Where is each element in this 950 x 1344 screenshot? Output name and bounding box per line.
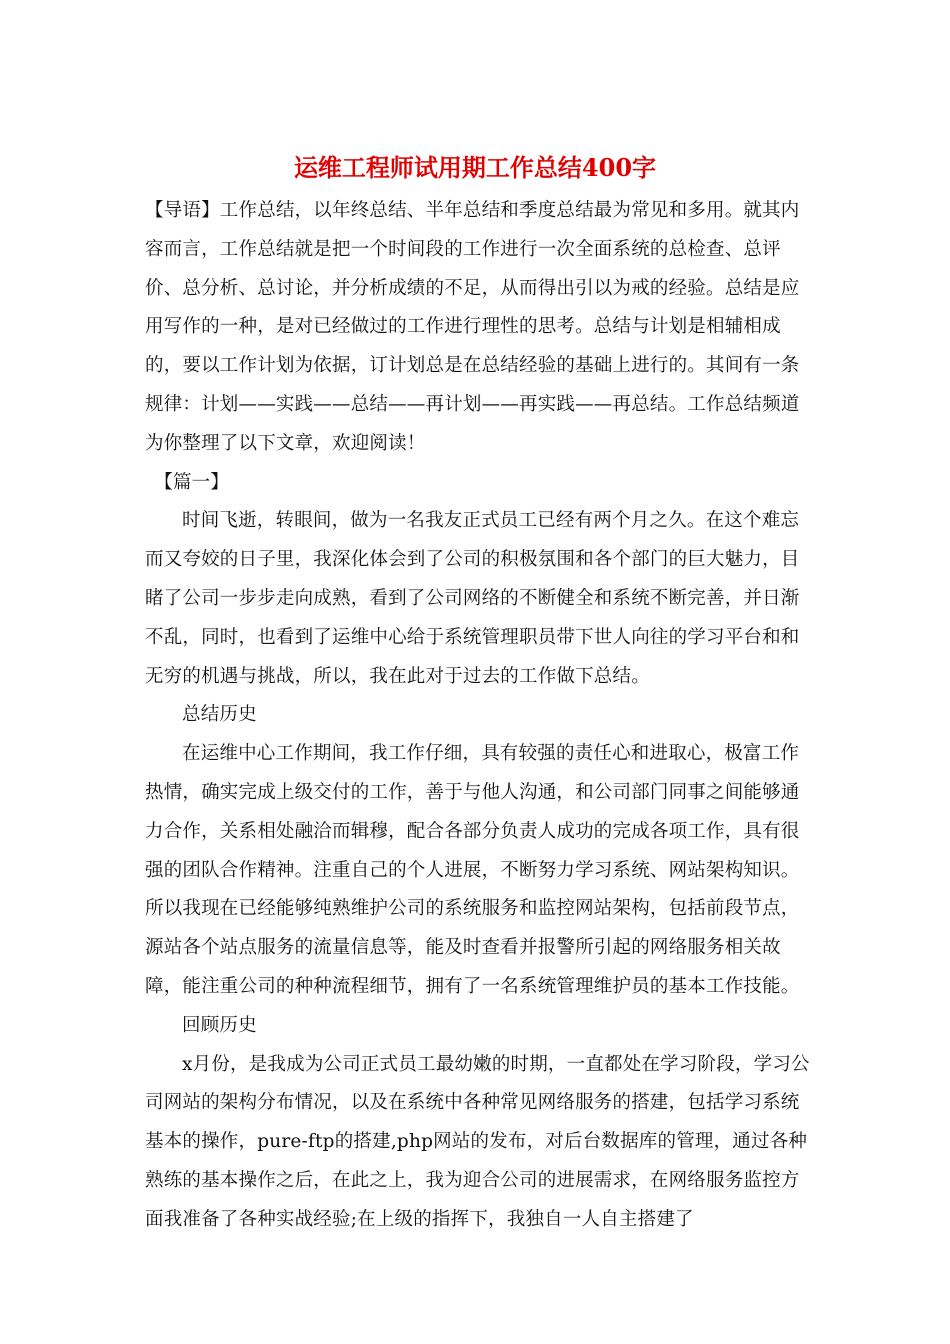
- document-body: [145, 192, 810, 1240]
- intro-paragraph: 【导语】工作总结，以年终总结、半年总结和季度总结最为常见和多用。就其内容而言，工作总结就是把一个时间段的工作进行一次全面系统的总检查、总评价、总分析、总讨论，并分析成绩的不足，从而得出引以为戒的经验。总结是应用写作的一种，是对已经做过的工作进行理性的思考。总结与计划是相辅相成的，要以工作计划为依据，订计划总是在总结经验的基础上进行的。其间有一条规律：计划——实践——总结——再计划——再实践——再总结。工作总结频道为你整理了以下文章，欢迎阅读！: [145, 200, 800, 454]
- paragraph-1: 时间飞逝，转眼间，做为一名我友正式员工已经有两个月之久。在这个难忘而又夸姣的日子里，我深化体会到了公司的积极氛围和各个部门的巨大魅力，目睹了公司一步步走向成熟，看到了公司网络的不断健全和系统不断完善，并日渐不乱，同时，也看到了运维中心给于系统管理职员带下世人向往的学习平台和和无穷的机遇与挑战，所以，我在此对于过去的工作做下总结。: [145, 510, 800, 687]
- document-title: 运维工程师试用期工作总结400字: [293, 153, 657, 182]
- section-marker: 【篇一】: [154, 471, 230, 493]
- section-heading-summary-history: 总结历史: [182, 704, 257, 726]
- paragraph-3: x月份，是我成为公司正式员工最幼嫩的时期，一直都处在学习阶段，学习公司网站的架构分布情况，以及在系统中各种常见网络服务的搭建，包括学习系统基本的操作，pure-ftp的搭建,php网站的发布，对后台数据库的管理，通过各种熟练的基本操作之后，在此之上，我为迎合公司的进展需求，在网络服务监控方面我准备了各种实战经验;在上级的指挥下，我独自一人自主搭建了: [145, 1053, 810, 1230]
- paragraph-2: 在运维中心工作期间，我工作仔细，具有较强的责任心和进取心，极富工作热情，确实完成上级交付的工作，善于与他人沟通，和公司部门同事之间能够通力合作，关系相处融洽而辑穆，配合各部分负责人成功的完成各项工作，具有很强的团队合作精神。注重自己的个人进展，不断努力学习系统、网站架构知识。所以我现在已经能够纯熟维护公司的系统服务和监控网站架构，包括前段节点，源站各个站点服务的流量信息等，能及时查看并报警所引起的网络服务相关故障，能注重公司的种种流程细节，拥有了一名系统管理维护员的基本工作技能。: [145, 743, 800, 997]
- section-heading-review-history: 回顾历史: [182, 1014, 257, 1036]
